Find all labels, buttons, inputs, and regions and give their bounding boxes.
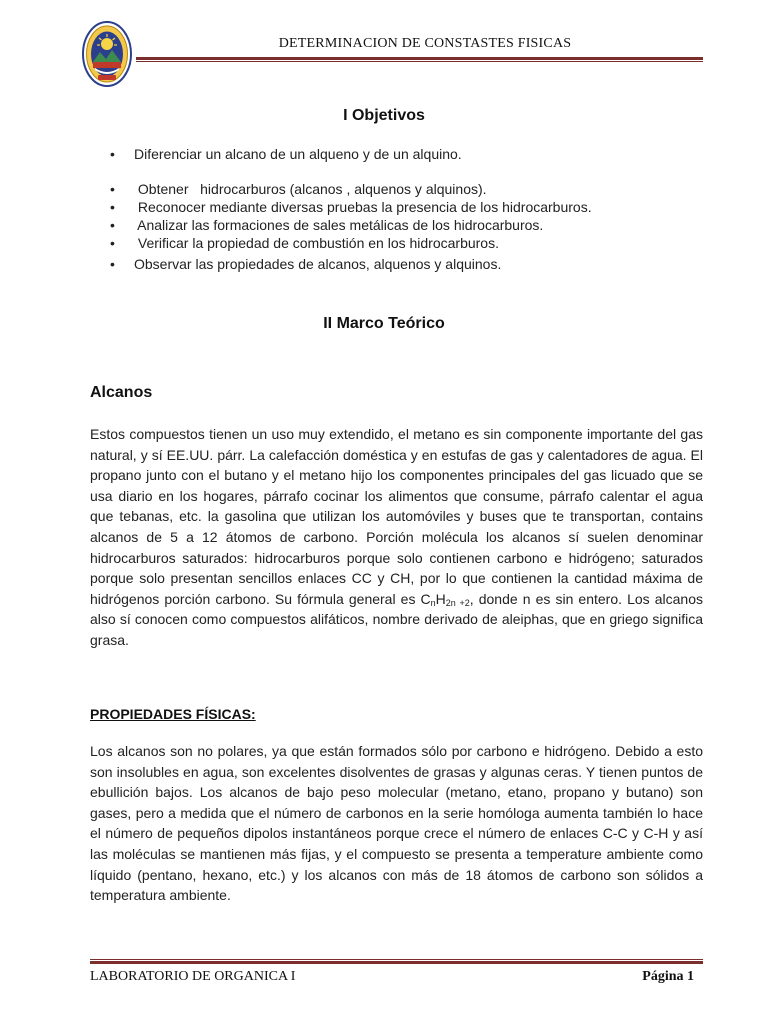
- header-rule-thin: [136, 61, 703, 62]
- marco-title: II Marco Teórico: [323, 315, 445, 332]
- bullet-icon: •: [110, 235, 115, 251]
- bullet-icon: •: [110, 199, 115, 215]
- objetivos-list: [110, 180, 592, 273]
- list-item: • Analizar las formaciones de sales metálicas de los hidrocarburos.: [110, 217, 544, 233]
- footer-rule: [90, 961, 703, 964]
- header-title: DETERMINACION DE CONSTASTES FISICAS: [278, 36, 572, 51]
- page-number: Página 1: [642, 969, 694, 984]
- list-item: • Reconocer mediante diversas pruebas la presencia de los hidrocarburos.: [110, 199, 592, 215]
- footer-course: LABORATORIO DE ORGANICA I: [90, 969, 296, 984]
- bullet-icon: •: [110, 217, 115, 233]
- bullet-icon: •: [110, 146, 115, 162]
- objetivos-list-first: [110, 145, 462, 163]
- propiedades-paragraph: Los alcanos son no polares, ya que están formados sólo por carbono e hidrógeno. Debido a esto son insolubles en agua, son excelentes disolventes de grasas y algunas ceras. Y tienen puntos de ebullición bajos. Los alcanos de bajo peso molecular (metano, etano, propano y butano) son gases, pero a medida que el número de carbonos en la serie homóloga aumenta también lo hace el número de pequeños dipolos instantáneos porque crece el número de enlaces C-C y C-H y así las moléculas se mantienen más fijas, y el compuesto se presenta a temperature ambiente como líquido (pentano, hexano, etc.) y los alcanos con más de 18 átomos de carbono son sólidos a temperatura ambiente.: [90, 743, 703, 904]
- header-rule: [136, 57, 703, 60]
- objetivos-title: I Objetivos: [343, 107, 425, 124]
- university-seal-icon: [82, 20, 132, 88]
- footer-rule-thin: [90, 959, 703, 960]
- bullet-icon: •: [110, 256, 115, 272]
- list-item: • Diferenciar un alcano de un alqueno y de un alquino.: [110, 146, 462, 162]
- propiedades-heading: PROPIEDADES FÍSICAS:: [90, 706, 256, 722]
- list-item: • Obtener hidrocarburos (alcanos , alquenos y alquinos).: [110, 181, 487, 197]
- bullet-icon: •: [110, 181, 115, 197]
- alcanos-heading: Alcanos: [90, 384, 153, 401]
- list-item: • Verificar la propiedad de combustión en los hidrocarburos.: [110, 235, 499, 251]
- alcanos-paragraph: Estos compuestos tienen un uso muy extendido, el metano es sin componente importante del gas natural, y sí EE.UU. párr. La calefacción doméstica y en estufas de gas y calentadores de agua. El propano junto con el butano y el metano hijo los componentes principales del gas licuado que se usa diario en los hogares, párrafo cocinar los alimentos que consume, párrafo calentar el agua que tebanas, etc. la gasolina que utilizan los automóviles y buses que te transportan, contains alcanos de 5 a 12 átomos de carbono. Porción molécula los alcanos sí suelen denominar hidrocarburos saturados: hidrocarburos porque solo contienen carbono e hidrógeno; saturados porque solo presentan sencillos enlaces CC y CH, por lo que contienen la cantidad máxima de hidrógenos porción carbono. Su fórmula general es $C_nH_{2n +2}$, donde n es sin entero. Los alcanos also sí conocen como compuestos alifáticos, nombre derivado de aleiphas, que en griego significa grasa.: [90, 426, 703, 648]
- list-item: • Observar las propiedades de alcanos, alquenos y alquinos.: [110, 256, 502, 272]
